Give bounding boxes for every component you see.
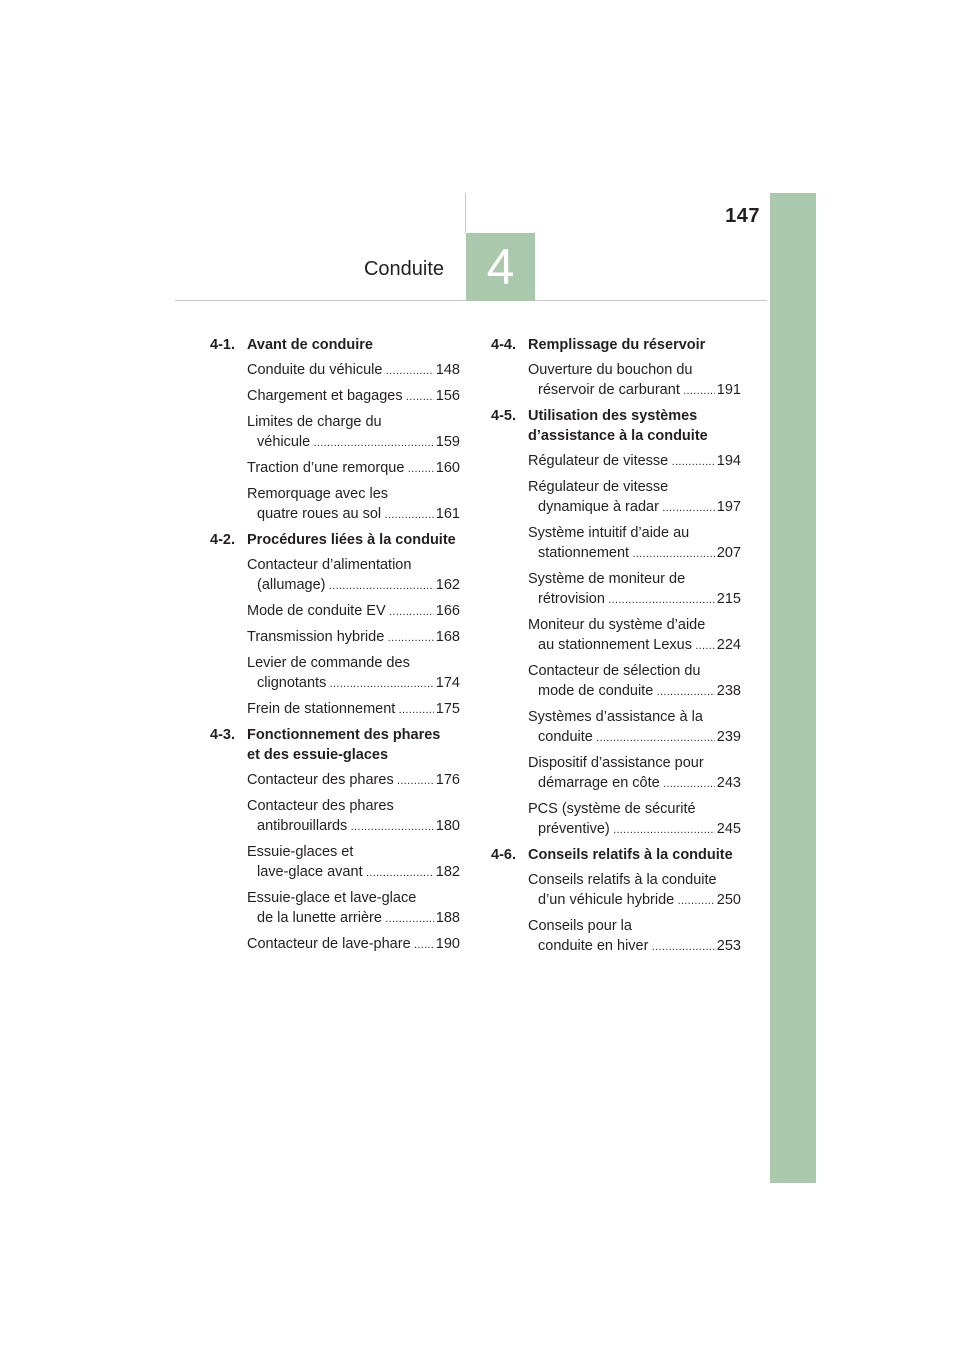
section-title — [247, 725, 460, 765]
section-title-line: Utilisation des systèmes — [528, 408, 698, 424]
toc-entry-page: 188 — [435, 910, 460, 926]
section-title — [247, 530, 460, 550]
toc-entry-text: mode de conduite ..... — [538, 681, 715, 702]
toc-entry-line — [528, 936, 741, 957]
toc-entry-text: PCS (système de sécurité — [528, 801, 696, 817]
toc-entry-page: 253 — [716, 938, 741, 954]
toc-entry-page: 159 — [435, 434, 460, 450]
section-title-line: Conseils relatifs à la conduite — [528, 847, 733, 863]
toc-entry-text: Frein de stationnement ..... — [247, 699, 434, 720]
section-number: 4-5. — [491, 408, 516, 424]
toc-entry-text: Systèmes d’assistance à la — [528, 709, 703, 725]
toc-entry-text: Ouverture du bouchon du — [528, 362, 693, 378]
toc-entry[interactable] — [247, 360, 460, 381]
toc-entry-line — [247, 770, 460, 791]
toc-entry-text: Contacteur de sélection du — [528, 663, 701, 679]
section-number: 4-6. — [491, 847, 516, 863]
toc-entry-page: 148 — [435, 362, 460, 378]
toc-entry-text: Conseils relatifs à la conduite — [528, 872, 717, 888]
toc-entry-text: (allumage) ..... — [257, 575, 434, 596]
toc-entry-page: 238 — [716, 683, 741, 699]
toc-entry-text: Limites de charge du — [247, 414, 382, 430]
toc-entry-text: réservoir de carburant ..... — [538, 380, 715, 401]
toc-entry-line — [247, 504, 460, 525]
toc-entry-page: 176 — [435, 772, 460, 788]
section-title-line: d’assistance à la conduite — [528, 428, 708, 444]
toc-entry[interactable] — [247, 484, 460, 525]
toc-entry[interactable] — [528, 707, 741, 748]
toc-entry-text: Traction d’une remorque ..... — [247, 458, 434, 479]
toc-entry-page: 160 — [435, 460, 460, 476]
toc-section — [210, 725, 460, 955]
section-heading — [491, 335, 741, 355]
toc-section — [210, 530, 460, 720]
toc-entry[interactable] — [247, 555, 460, 596]
toc-entry-text: Dispositif d’assistance pour — [528, 755, 704, 771]
toc-section — [491, 406, 741, 840]
toc-entry[interactable] — [528, 916, 741, 957]
toc-entry-page: 224 — [716, 637, 741, 653]
toc-entry-line — [247, 458, 460, 479]
toc-entry-text: Contacteur des phares ..... — [247, 770, 434, 791]
toc-entry[interactable] — [528, 360, 741, 401]
toc-entry-page: 190 — [435, 936, 460, 952]
toc-left-column — [210, 335, 460, 960]
toc-entry[interactable] — [528, 615, 741, 656]
toc-entry-text: préventive) ..... — [538, 819, 715, 840]
toc-entry-text: rétrovision ..... — [538, 589, 715, 610]
toc-entry-line — [247, 386, 460, 407]
toc-section — [210, 335, 460, 525]
toc-entry-text: dynamique à radar ..... — [538, 497, 715, 518]
toc-entry-page: 161 — [435, 506, 460, 522]
toc-entry-line — [528, 380, 741, 401]
toc-section — [491, 845, 741, 957]
toc-entry-text: Contacteur des phares — [247, 798, 394, 814]
toc-entry-page: 174 — [435, 675, 460, 691]
toc-entry-text: conduite en hiver ..... — [538, 936, 715, 957]
toc-entry[interactable] — [528, 477, 741, 518]
toc-entry-page: 166 — [435, 603, 460, 619]
toc-entry-line — [528, 451, 741, 472]
toc-entry-line — [528, 497, 741, 518]
toc-entry-line — [528, 589, 741, 610]
toc-entry-text: antibrouillards ..... — [257, 816, 434, 837]
toc-entry[interactable] — [247, 699, 460, 720]
toc-entry[interactable] — [247, 888, 460, 929]
section-title-line: Remplissage du réservoir — [528, 337, 706, 353]
section-heading — [210, 725, 460, 765]
toc-entry-line — [528, 727, 741, 748]
toc-entry[interactable] — [528, 451, 741, 472]
toc-entry-text: Système de moniteur de — [528, 571, 686, 587]
toc-entry-text: Transmission hybride ..... — [247, 627, 434, 648]
toc-entry-text: lave-glace avant ..... — [257, 862, 434, 883]
toc-entry[interactable] — [247, 601, 460, 622]
toc-entry-page: 250 — [716, 892, 741, 908]
toc-entry[interactable] — [247, 934, 460, 955]
section-title-line: Avant de conduire — [247, 337, 373, 353]
toc-entry-page: 156 — [435, 388, 460, 404]
toc-entry[interactable] — [528, 870, 741, 911]
toc-entry[interactable] — [528, 753, 741, 794]
toc-entry[interactable] — [247, 386, 460, 407]
toc-entry-page: 182 — [435, 864, 460, 880]
toc-entry-text: quatre roues au sol ..... — [257, 504, 434, 525]
toc-entry-text: Essuie-glaces et — [247, 844, 354, 860]
toc-entry-line — [528, 543, 741, 564]
toc-entry[interactable] — [247, 627, 460, 648]
toc-entry-page: 197 — [716, 499, 741, 515]
chapter-side-tab — [770, 193, 816, 1183]
toc-entry-line — [247, 934, 460, 955]
section-heading — [210, 530, 460, 550]
toc-entry-text: Conduite du véhicule ..... — [247, 360, 434, 381]
toc-entry-page: 191 — [716, 382, 741, 398]
toc-entry[interactable] — [528, 523, 741, 564]
toc-entry-line — [247, 816, 460, 837]
toc-entry-line — [528, 819, 741, 840]
section-title-line: Procédures liées à la conduite — [247, 532, 456, 548]
toc-entry-text: Essuie-glace et lave-glace — [247, 890, 417, 906]
toc-entry-line — [528, 635, 741, 656]
toc-entry-text: d’un véhicule hybride ..... — [538, 890, 715, 911]
toc-entry-page: 168 — [435, 629, 460, 645]
toc-entry-page: 175 — [435, 701, 460, 717]
chapter-number-badge: 4 — [466, 233, 535, 301]
toc-entry-text: Remorquage avec les — [247, 486, 389, 502]
toc-right-column — [491, 335, 741, 962]
chapter-title: Conduite — [363, 258, 444, 280]
section-title — [247, 335, 460, 355]
toc-entry-text: Régulateur de vitesse ..... — [528, 451, 715, 472]
toc-entry-page: 207 — [716, 545, 741, 561]
toc-entry-text: au stationnement Lexus ..... — [538, 635, 715, 656]
toc-entry-text: de la lunette arrière ..... — [257, 908, 434, 929]
page-number: 147 — [725, 205, 760, 227]
section-title-line: et des essuie-glaces — [247, 747, 389, 763]
section-title — [528, 845, 741, 865]
section-heading — [491, 406, 741, 446]
toc-entry-line — [247, 432, 460, 453]
header-divider-vertical — [465, 193, 466, 233]
toc-entry-text: clignotants ..... — [257, 673, 434, 694]
toc-entry[interactable] — [528, 799, 741, 840]
toc-entry-text: Conseils pour la — [528, 918, 632, 934]
toc-entry-line — [247, 673, 460, 694]
toc-entry-line — [528, 773, 741, 794]
toc-entry[interactable] — [247, 653, 460, 694]
toc-entry-page: 243 — [716, 775, 741, 791]
section-heading — [210, 335, 460, 355]
toc-entry-line — [247, 575, 460, 596]
toc-entry-text: Contacteur de lave-phare ..... — [247, 934, 434, 955]
toc-entry-text: conduite ..... — [538, 727, 715, 748]
toc-entry-page: 245 — [716, 821, 741, 837]
toc-entry[interactable] — [247, 458, 460, 479]
section-number: 4-1. — [210, 337, 235, 353]
toc-entry-text: véhicule ..... — [257, 432, 434, 453]
toc-entry-line — [247, 601, 460, 622]
toc-entry[interactable] — [247, 770, 460, 791]
toc-entry-line — [247, 699, 460, 720]
toc-entry-text: stationnement ..... — [538, 543, 715, 564]
toc-entry[interactable] — [528, 569, 741, 610]
toc-entry-text: Levier de commande des — [247, 655, 410, 671]
toc-entry-text: Chargement et bagages ..... — [247, 386, 434, 407]
toc-section — [491, 335, 741, 401]
toc-entry-text: Moniteur du système d’aide — [528, 617, 706, 633]
section-number: 4-4. — [491, 337, 516, 353]
section-title-line: Fonctionnement des phares — [247, 727, 441, 743]
toc-entry-line — [528, 890, 741, 911]
toc-entry-line — [247, 360, 460, 381]
toc-entry-text: Régulateur de vitesse — [528, 479, 669, 495]
toc-entry-line — [528, 681, 741, 702]
toc-entry[interactable] — [528, 661, 741, 702]
toc-entry[interactable] — [247, 842, 460, 883]
toc-entry-text: Contacteur d’alimentation — [247, 557, 412, 573]
toc-entry-page: 162 — [435, 577, 460, 593]
section-heading — [491, 845, 741, 865]
toc-entry-text: Système intuitif d’aide au — [528, 525, 690, 541]
toc-entry-text: démarrage en côte ..... — [538, 773, 715, 794]
toc-entry-page: 194 — [716, 453, 741, 469]
section-number: 4-3. — [210, 727, 235, 743]
section-title — [528, 406, 741, 446]
toc-entry-line — [247, 908, 460, 929]
toc-entry-line — [247, 627, 460, 648]
toc-entry-text: Mode de conduite EV ..... — [247, 601, 434, 622]
toc-entry-line — [247, 862, 460, 883]
toc-entry-page: 180 — [435, 818, 460, 834]
toc-entry-page: 215 — [716, 591, 741, 607]
section-title — [528, 335, 741, 355]
toc-entry[interactable] — [247, 796, 460, 837]
section-number: 4-2. — [210, 532, 235, 548]
toc-entry-page: 239 — [716, 729, 741, 745]
toc-entry[interactable] — [247, 412, 460, 453]
